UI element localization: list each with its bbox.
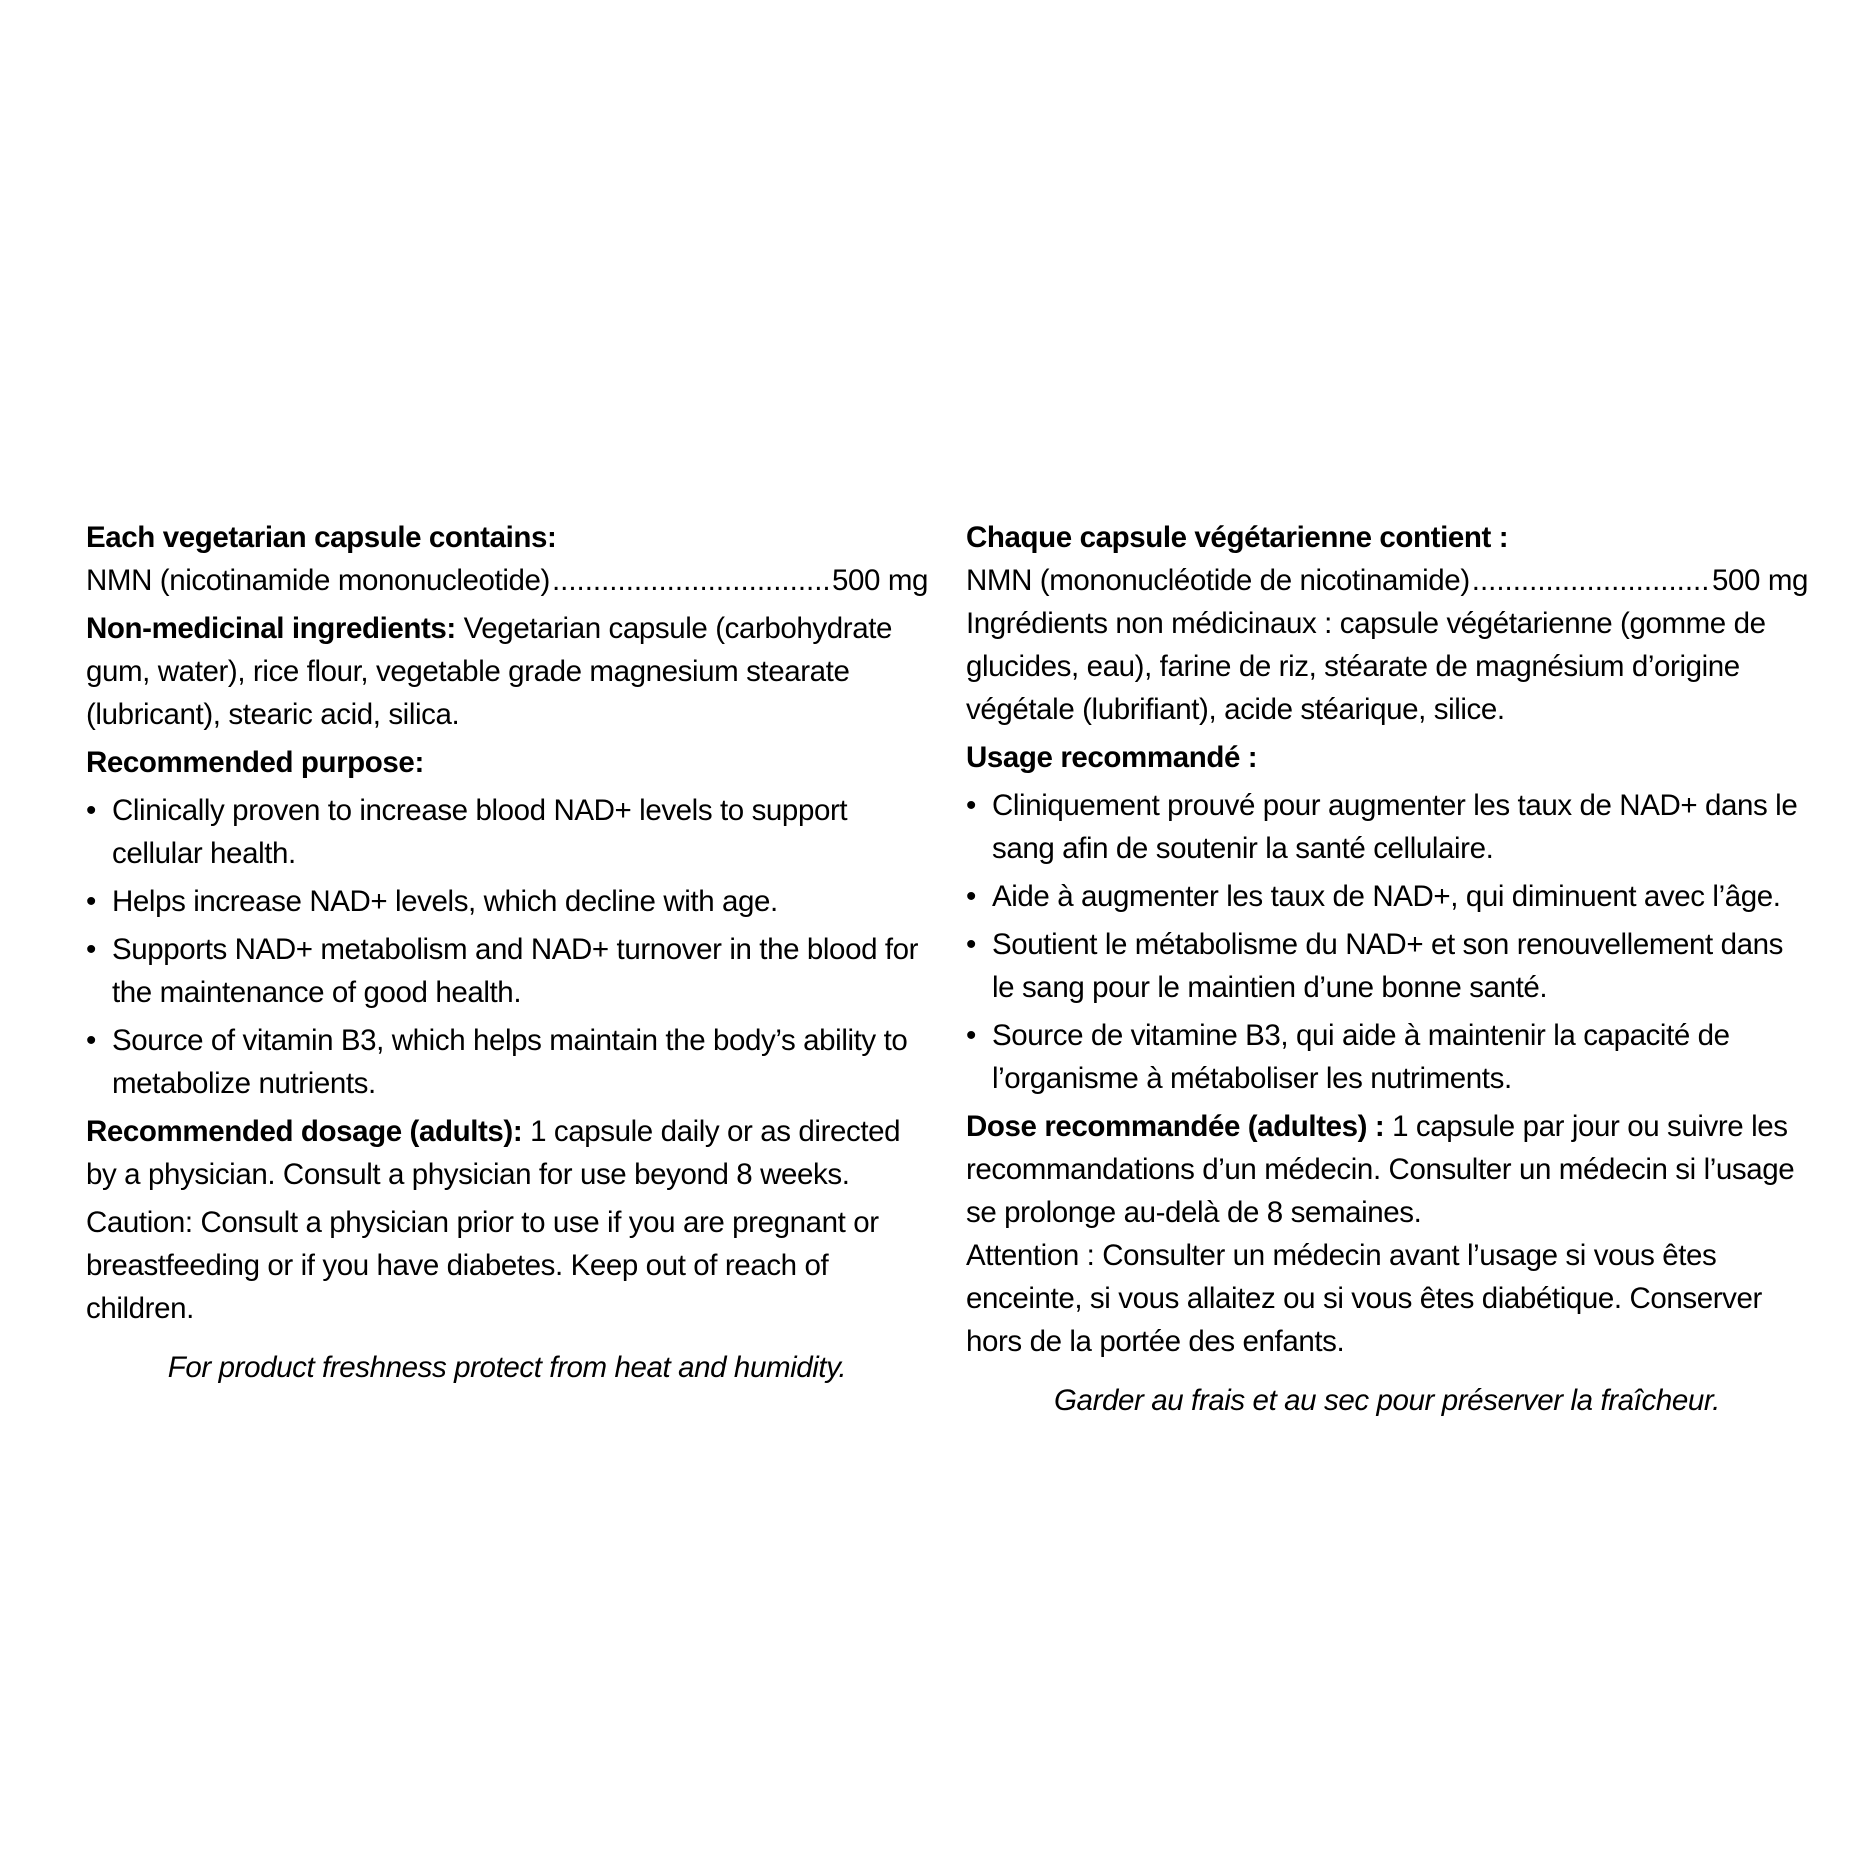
freshness-note: Garder au frais et au sec pour préserver la fraîcheur. xyxy=(1054,1384,1720,1417)
purpose-heading: Usage recommandé : xyxy=(966,741,1258,774)
ingredient-row xyxy=(86,559,928,602)
nonmedicinal-ingredients: Ingrédients non médicinaux : capsule végétarienne (gomme de glucides, eau), farine de riz, stéarate de magnésium d’origine végétale (lubrifiant), acide stéarique, silice. xyxy=(966,607,1766,726)
dosage-text: 1 capsule par jour ou suivre les recommandations d’un médecin. Consulter un médecin si l’usage se prolonge au-delà de 8 semaines. xyxy=(966,1110,1795,1229)
dot-leader xyxy=(552,559,830,602)
nonmedicinal-ingredients xyxy=(86,607,928,736)
list-item: • Cliniquement prouvé pour augmenter les taux de NAD+ dans le sang afin de soutenir la santé cellulaire. xyxy=(966,784,1808,870)
ingredient-name: NMN (mononucléotide de nicotinamide) xyxy=(966,564,1470,597)
contains-heading: Each vegetarian capsule contains: xyxy=(86,521,557,554)
list-item: • Aide à augmenter les taux de NAD+, qui diminuent avec l’âge. xyxy=(966,875,1808,918)
dosage-text: 1 capsule daily or as directed by a physician. Consult a physician for use beyond 8 weeks. xyxy=(86,1115,901,1191)
ingredient-amount: 500 mg xyxy=(832,564,928,597)
dosage xyxy=(966,1105,1808,1234)
caution-text: Caution: Consult a physician prior to use if you are pregnant or breastfeeding or if you have diabetes. Keep out of reach of children. xyxy=(86,1206,879,1325)
ingredient-amount: 500 mg xyxy=(1712,564,1808,597)
list-item: • Clinically proven to increase blood NAD+ levels to support cellular health. xyxy=(86,789,928,875)
nonmedicinal-text: Vegetarian capsule (carbohydrate gum, water), rice flour, vegetable grade magnesium stearate (lubricant), stearic acid, silica. xyxy=(86,612,893,731)
freshness-note: For product freshness protect from heat and humidity. xyxy=(167,1351,847,1384)
caution-text: Attention : Consulter un médecin avant l’usage si vous êtes enceinte, si vous allaitez ou si vous êtes diabétique. Conserver hors de la portée des enfants. xyxy=(966,1239,1762,1358)
purpose-list xyxy=(86,789,928,1105)
dot-leader xyxy=(1472,559,1710,602)
list-item: • Soutient le métabolisme du NAD+ et son renouvellement dans le sang pour le maintien d’une bonne santé. xyxy=(966,923,1808,1009)
dosage-label: Recommended dosage (adults): xyxy=(86,1115,523,1148)
list-item: • Source de vitamine B3, qui aide à maintenir la capacité de l’organisme à métaboliser les nutriments. xyxy=(966,1014,1808,1100)
ingredient-name: NMN (nicotinamide mononucleotide) xyxy=(86,564,550,597)
list-item: • Helps increase NAD+ levels, which decline with age. xyxy=(86,880,928,923)
dosage-label: Dose recommandée (adultes) : xyxy=(966,1110,1385,1143)
ingredient-row xyxy=(966,559,1808,602)
contains-heading: Chaque capsule végétarienne contient : xyxy=(966,521,1509,554)
nonmedicinal-label: Non-medicinal ingredients: xyxy=(86,612,456,645)
dosage xyxy=(86,1110,928,1196)
list-item: • Source of vitamin B3, which helps maintain the body’s ability to metabolize nutrients. xyxy=(86,1019,928,1105)
purpose-heading: Recommended purpose: xyxy=(86,746,424,779)
french-panel xyxy=(966,516,1808,1422)
purpose-list xyxy=(966,784,1808,1100)
english-panel xyxy=(86,516,928,1389)
list-item: • Supports NAD+ metabolism and NAD+ turnover in the blood for the maintenance of good health. xyxy=(86,928,928,1014)
